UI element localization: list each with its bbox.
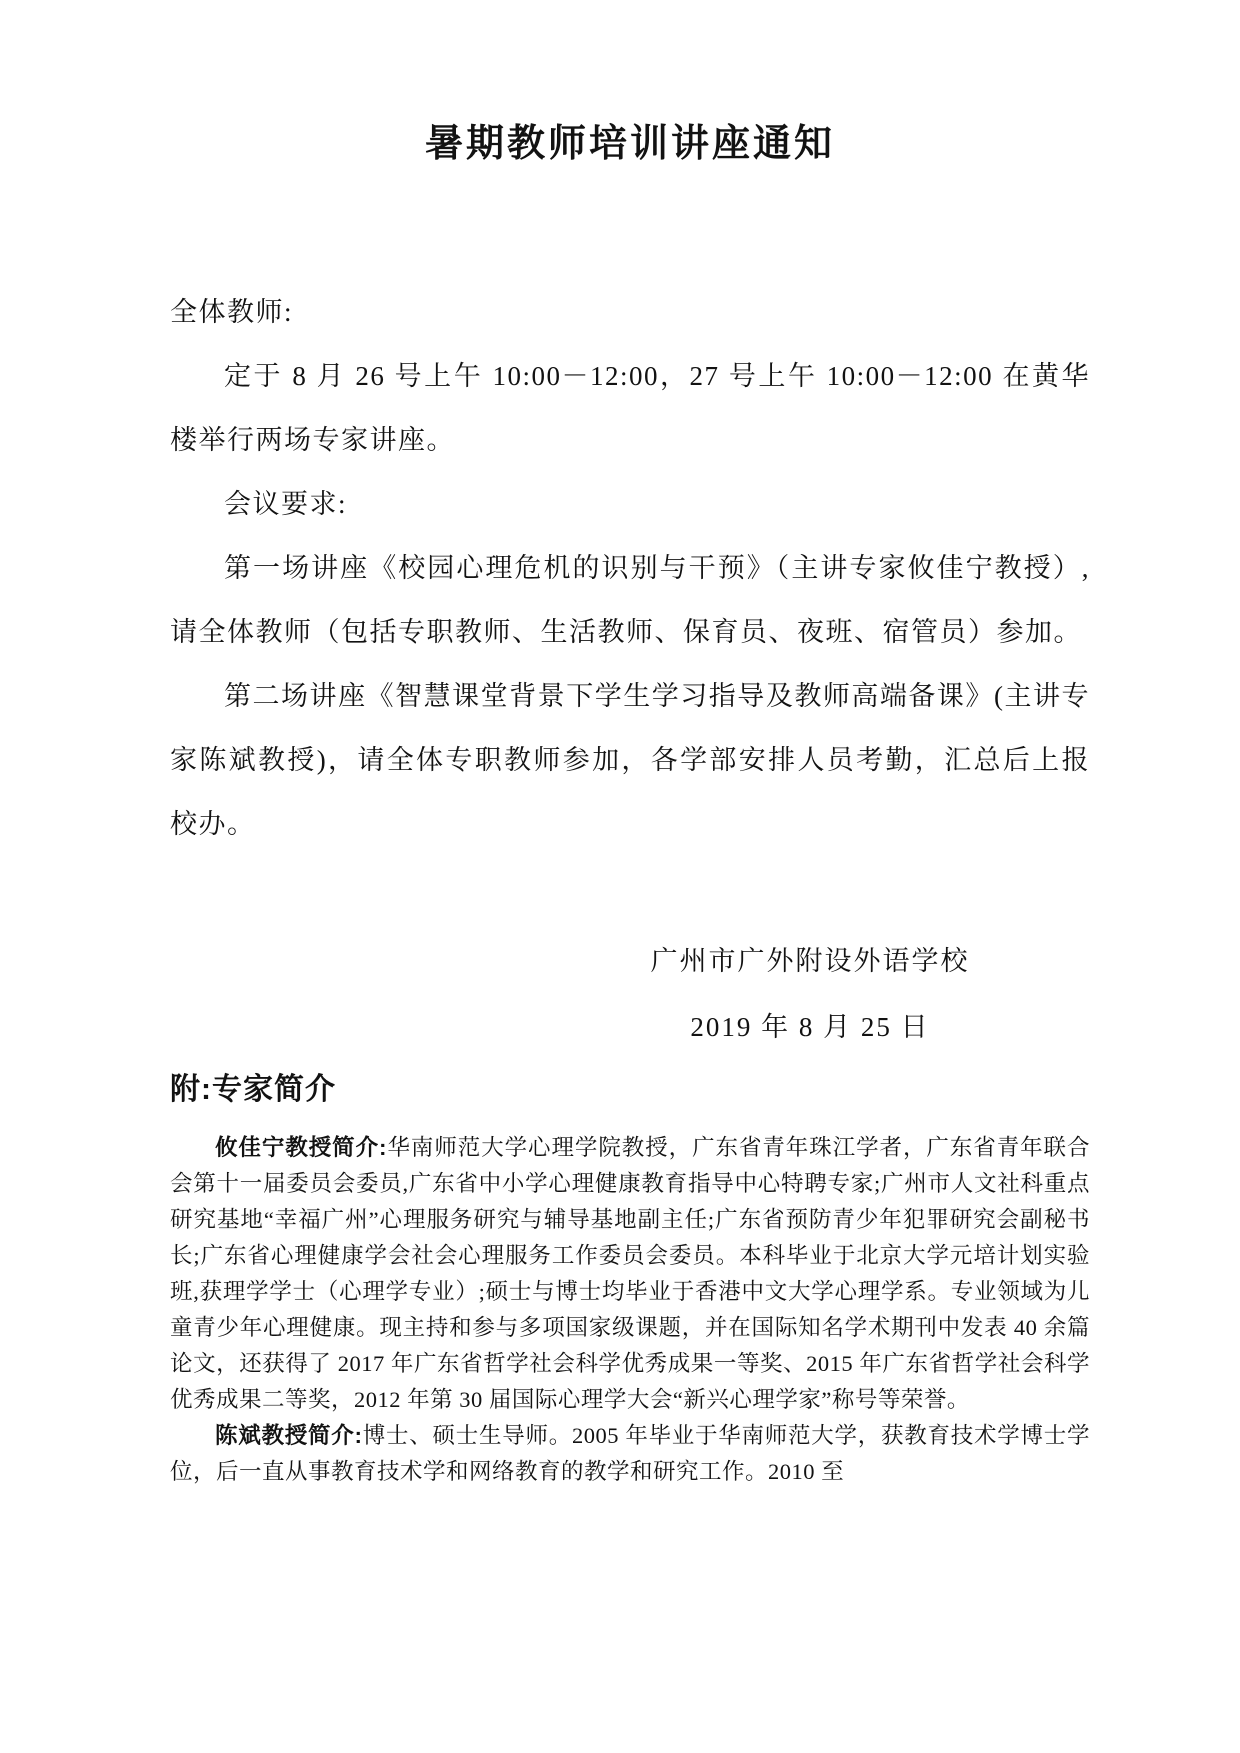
bio-chen-bin-label: 陈斌教授简介:	[215, 1423, 363, 1448]
salutation: 全体教师:	[170, 297, 294, 327]
bio-chen-bin-text: 博士、硕士生导师。2005 年毕业于华南师范大学，获教育技术学博士学位，后一直从事教育技术学和网络教育的教学和研究工作。2010 至	[170, 1423, 1090, 1484]
paragraph-meeting-requirements: 会议要求:	[224, 489, 348, 519]
bio-you-jianing	[170, 1130, 1090, 1418]
signature-block	[600, 928, 1020, 1060]
appendix-heading: 附:专家简介	[170, 1073, 336, 1106]
paragraph-second-lecture: 第二场讲座《智慧课堂背景下学生学习指导及教师高端备课》(主讲专家陈斌教授)，请全体专职教师参加，各学部安排人员考勤，汇总后上报校办。	[170, 681, 1090, 839]
page-title: 暑期教师培训讲座通知	[424, 123, 835, 165]
paragraph-schedule: 定于 8 月 26 号上午 10:00－12:00，27 号上午 10:00－12:00 在黄华楼举行两场专家讲座。	[170, 361, 1090, 455]
bio-you-jianing-label: 攸佳宁教授简介:	[215, 1135, 388, 1160]
signature-date: 2019 年 8 月 25 日	[690, 1012, 930, 1042]
paragraph-first-lecture: 第一场讲座《校园心理危机的识别与干预》（主讲专家攸佳宁教授）,请全体教师（包括专职教师、生活教师、保育员、夜班、宿管员）参加。	[170, 553, 1090, 647]
signature-school: 广州市广外附设外语学校	[650, 946, 970, 976]
bio-you-jianing-text: 华南师范大学心理学院教授，广东省青年珠江学者，广东省青年联合会第十一届委员会委员,广东省中小学心理健康教育指导中心特聘专家;广州市人文社科重点研究基地“幸福广州”心理服务研究与辅导基地副主任;广东省预防青少年犯罪研究会副秘书长;广东省心理健康学会社会心理服务工作委员会委员。本科毕业于北京大学元培计划实验班,获理学学士（心理学专业）;硕士与博士均毕业于香港中文大学心理学系。专业领域为儿童青少年心理健康。现主持和参与多项国家级课题，并在国际知名学术期刊中发表 40 余篇论文，还获得了 2017 年广东省哲学社会科学优秀成果一等奖、2015 年广东省哲学社会科学优秀成果二等奖，2012 年第 30 届国际心理学大会“新兴心理学家”称号等荣誉。	[170, 1135, 1090, 1412]
bio-chen-bin	[170, 1418, 1090, 1490]
